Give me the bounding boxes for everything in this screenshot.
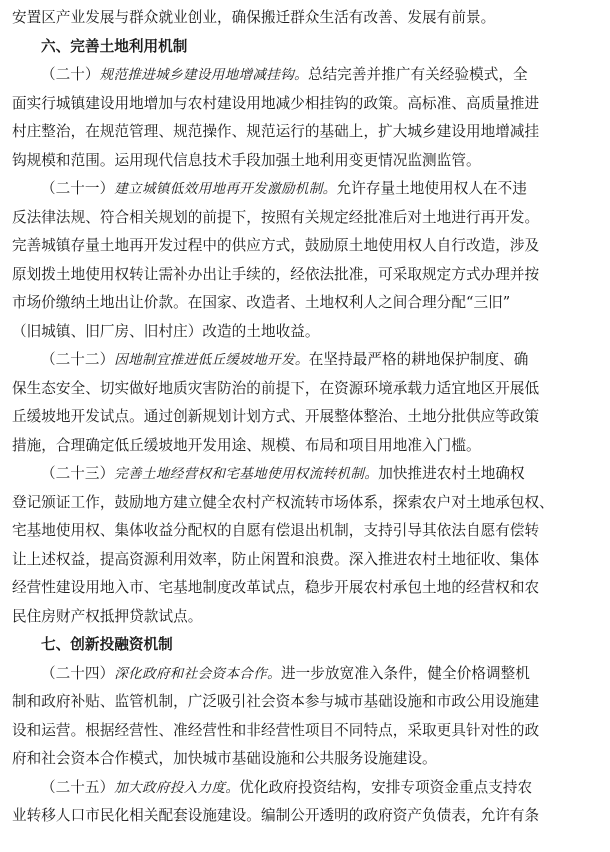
clause-number: （二十三） xyxy=(41,465,115,482)
clause-number: （二十） xyxy=(41,66,100,83)
clause-text: 进一步放宽准入条件，健全价格调整机 xyxy=(280,664,530,682)
clause-number: （二十一） xyxy=(41,180,115,197)
clause-lead-line xyxy=(12,346,600,375)
body-line: 面实行城镇建设用地增加与农村建设用地减少相挂钩的政策。高标准、高质量推进 xyxy=(12,94,540,112)
clause-text: 在坚持最严格的耕地保护制度、确 xyxy=(308,351,529,368)
clause-lead-line xyxy=(12,460,600,489)
body-line: 丘缓坡地开发试点。通过创新规划计划方式、开展整体整治、土地分批供应等政策 xyxy=(12,408,540,425)
body-line: 设和运营。根据经营性、准经营性和非经营性项目不同特点，采取更具针对性的政 xyxy=(12,721,540,739)
body-line: 反法律法规、符合相关规划的前提下，按照有关规定经批准后对土地进行再开发。 xyxy=(12,208,540,226)
body-line: 登记颁证工作，鼓励地方建立健全农村产权流转市场体系，探索农户对土地承包权、 xyxy=(12,493,554,511)
clause-number: （二十五） xyxy=(41,778,115,796)
clause-lead-line xyxy=(12,175,600,204)
clause-title: 规范推进城乡建设用地增减挂钩。 xyxy=(99,67,308,83)
section-heading: 六、完善土地利用机制 xyxy=(41,37,188,55)
body-line: 经营性建设用地入市、宅基地制度改革试点，稳步开展农村承包土地的经营权和农 xyxy=(12,579,540,596)
clause-text: 优化政府投资结构，安排专项资金重点支持农 xyxy=(239,778,533,796)
clause-number: （二十四） xyxy=(41,664,115,682)
body-line: 市场价缴纳土地出让价款。在国家、改造者、土地权利人之间合理分配“三旧” xyxy=(12,294,511,311)
body-line: 业转移人口市民化相关配套设施建设。编制公开透明的政府资产负债表，允许有条 xyxy=(12,807,540,824)
body-line: 钩规模和范围。运用现代信息技术手段加强土地利用变更情况监测监管。 xyxy=(12,151,481,169)
body-line: 让上述权益，提高资源利用效率，防止闲置和浪费。深入推进农村土地征收、集体 xyxy=(12,550,540,568)
clause-text: 总结完善并推广有关经验模式，全 xyxy=(307,66,528,83)
body-line: 原划拨土地使用权转让需补办出让手续的，经依法批准，可采取规定方式办理并按 xyxy=(12,265,540,283)
section-heading: 七、创新投融资机制 xyxy=(41,636,173,653)
body-line: 宅基地使用权、集体收益分配权的自愿有偿退出机制，支持引导其依法自愿有偿转 xyxy=(12,522,540,539)
clause-title: 因地制宜推进低丘缓坡地开发。 xyxy=(114,352,309,368)
body-line: 府和社会资本合作模式，加快城市基础设施和公共服务设施建设。 xyxy=(12,750,437,767)
clause-text: 加快推进农村土地确权 xyxy=(378,465,525,482)
body-line: 保生态安全、切实做好地质灾害防治的前提下，在资源环境承载力适宜地区开展低 xyxy=(12,379,540,397)
clause-number: （二十二） xyxy=(41,351,115,368)
body-line: 措施，合理确定低丘缓坡地开发用途、规模、布局和项目用地准入门槛。 xyxy=(12,436,481,454)
body-line: 民住房财产权抵押贷款试点。 xyxy=(12,607,203,625)
body-line: 村庄整治，在规范管理、规范操作、规范运行的基础上，扩大城乡建设用地增减挂 xyxy=(12,123,540,140)
clause-lead-line xyxy=(12,774,600,803)
clause-lead-line xyxy=(12,61,600,90)
clause-title: 完善土地经营权和宅基地使用权流转机制。 xyxy=(114,466,379,482)
body-line: 安置区产业发展与群众就业创业，确保搬迁群众生活有改善、发展有前景。 xyxy=(12,9,496,26)
clause-title: 加大政府投入力度。 xyxy=(114,779,240,796)
clause-title: 建立城镇低效用地再开发激励机制。 xyxy=(114,181,337,197)
clause-title: 深化政府和社会资本合作。 xyxy=(114,665,281,682)
clause-lead-line xyxy=(12,660,600,689)
clause-text: 允许存量土地使用权人在不违 xyxy=(336,180,527,197)
body-line: （旧城镇、旧厂房、旧村庄）改造的土地收益。 xyxy=(12,322,320,340)
body-line: 制和政府补贴、监管机制，广泛吸引社会资本参与城市基础设施和市政公用设施建 xyxy=(12,693,540,710)
body-line: 完善城镇存量土地再开发过程中的供应方式，鼓励原土地使用权人自行改造，涉及 xyxy=(12,237,540,254)
